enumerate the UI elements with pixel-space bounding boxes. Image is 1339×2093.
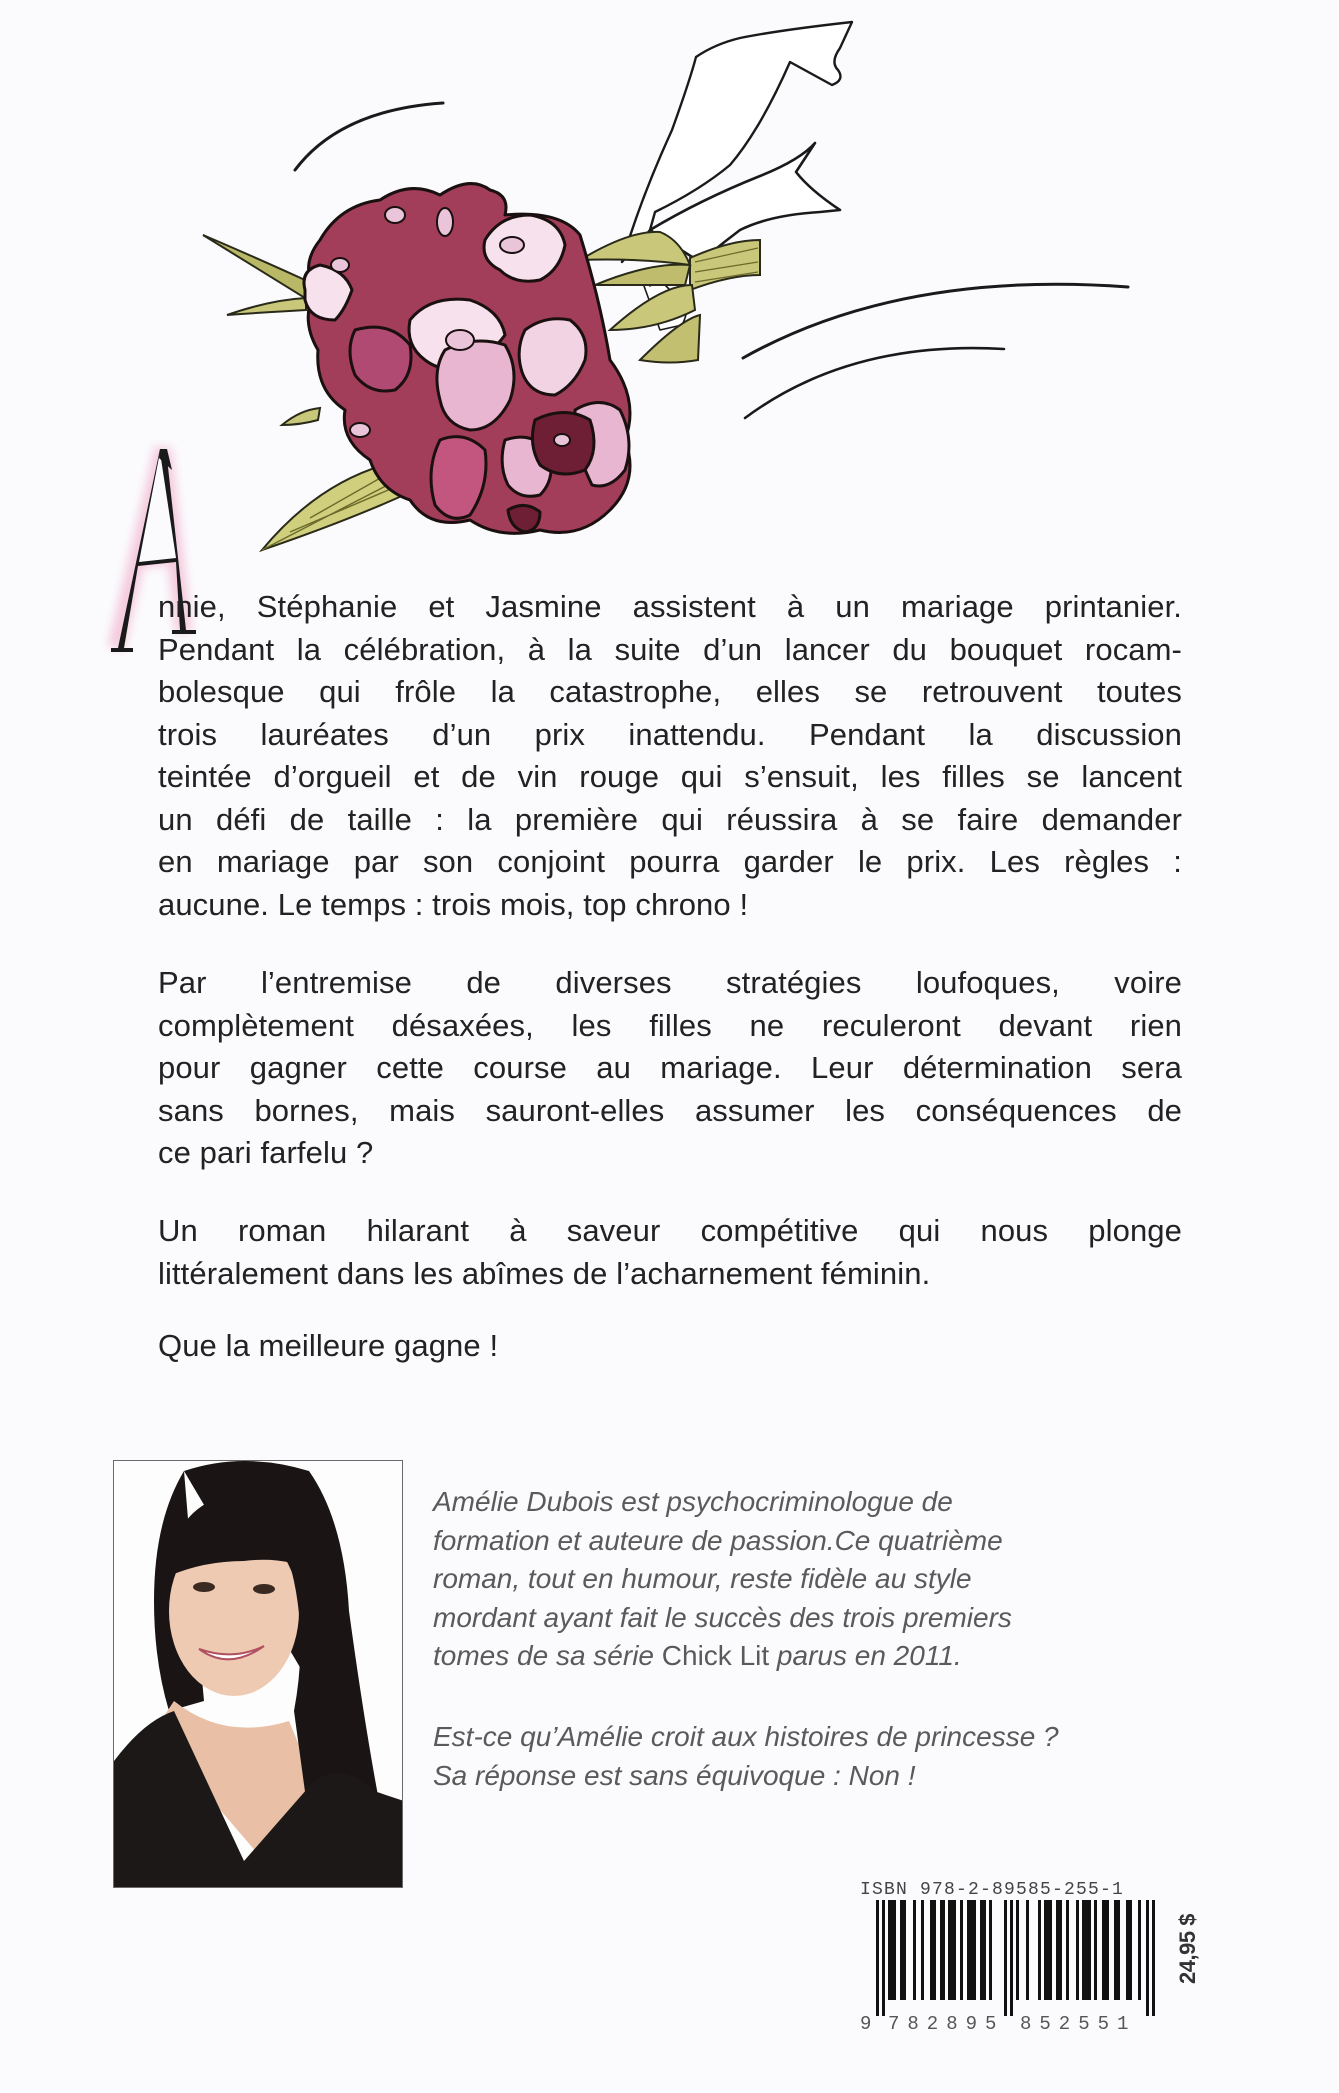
ean-first-digit: 9 xyxy=(860,2013,880,2035)
blurb-line: sans bornes, mais sauront-elles assumer les conséquences de xyxy=(158,1092,1182,1128)
blurb-paragraph-3 xyxy=(158,1210,1182,1295)
author-question xyxy=(433,1718,1153,1795)
blurb-line: pour gagner cette course au mariage. Leur détermination sera xyxy=(158,1050,1182,1085)
bio-line xyxy=(433,1637,1153,1676)
ean-right-group: 852551 xyxy=(1020,2013,1137,2035)
blurb-line: complètement désaxées, les filles ne reculeront devant rien xyxy=(158,1007,1182,1043)
bio-line: Est-ce qu’Amélie croit aux histoires de princesse ? xyxy=(433,1721,1059,1752)
bio-text: parus en 2011. xyxy=(769,1640,962,1671)
blurb-line: trois lauréates d’un prix inattendu. Pendant la discussion xyxy=(158,716,1182,752)
bio-line: Sa réponse est sans équivoque : Non ! xyxy=(433,1759,916,1791)
blurb-line: un défi de taille : la première qui réussira à se faire demander xyxy=(158,801,1182,837)
ean-left-group: 782895 xyxy=(888,2013,1005,2035)
bio-text: tomes de sa série xyxy=(433,1640,662,1671)
ean-digits xyxy=(860,2013,1160,2035)
blurb-line: littéralement dans les abîmes de l’acharnement féminin. xyxy=(158,1255,931,1291)
blurb-line: ce pari farfelu ? xyxy=(158,1135,374,1170)
isbn-label: ISBN 978-2-89585-255-1 xyxy=(860,1880,1125,1900)
price-label: 24,95 $ xyxy=(1175,1914,1200,1984)
blurb-line: Pendant la célébration, à la suite d’un lancer du bouquet rocam- xyxy=(158,631,1182,667)
bio-line: Amélie Dubois est psychocriminologue de xyxy=(433,1486,953,1517)
bio-line: formation et auteure de passion.Ce quatrième xyxy=(433,1524,1003,1556)
series-name: Chick Lit xyxy=(661,1640,770,1671)
barcode-icon xyxy=(876,1900,1158,2016)
author-bio xyxy=(433,1483,1153,1676)
blurb-line: aucune. Le temps : trois mois, top chrono ! xyxy=(158,886,749,922)
bio-line: roman, tout en humour, reste fidèle au style xyxy=(433,1563,972,1594)
blurb-paragraph-1 xyxy=(158,586,1182,926)
blurb-paragraph-2 xyxy=(158,962,1182,1175)
blurb-line: nnie, Stéphanie et Jasmine assistent à un mariage printanier. xyxy=(158,589,1182,624)
blurb-line: bolesque qui frôle la catastrophe, elles se retrouvent toutes xyxy=(158,674,1182,709)
blurb-line: en mariage par son conjoint pourra garder le prix. Les règles : xyxy=(158,844,1182,879)
bio-line: mordant ayant fait le succès des trois premiers xyxy=(433,1601,1012,1633)
author-photo xyxy=(113,1460,403,1888)
blurb-line: Par l’entremise de diverses stratégies loufoques, voire xyxy=(158,965,1182,1000)
blurb-line: teintée d’orgueil et de vin rouge qui s’ensuit, les filles se lancent xyxy=(158,759,1182,794)
blurb-line: Que la meilleure gagne ! xyxy=(158,1328,499,1363)
author-portrait-icon xyxy=(114,1461,403,1888)
blurb-tagline xyxy=(158,1325,1182,1368)
blurb-line: Un roman hilarant à saveur compétitive qui nous plonge xyxy=(158,1213,1182,1248)
